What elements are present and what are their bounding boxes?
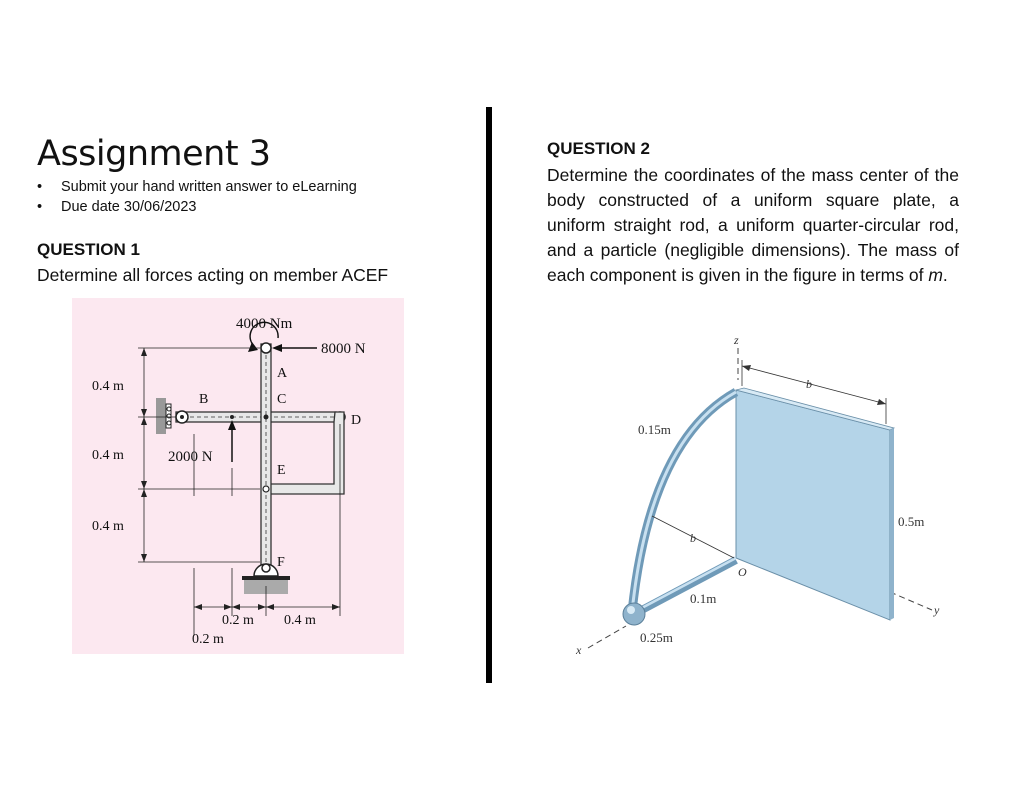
dim-label: 0.2 m [222, 613, 254, 628]
dim-label: 0.4 m [92, 448, 124, 463]
force-b-label: 2000 N [168, 449, 213, 465]
question2-text-main: Determine the coordinates of the mass center of the body constructed of a uniform square plate, a uniform straight rod, a uniform quarter-circular rod, and a particle (negligible dimensions). The mass of each component is given in the figure in terms of [547, 165, 959, 285]
point-d-label: D [351, 413, 362, 428]
question2-figure [560, 330, 980, 660]
mass-rod-label: 0.1m [690, 591, 717, 606]
mass-particle-label: 0.25m [640, 630, 673, 645]
question2-text-m: m [928, 265, 943, 285]
dim-b-top-label: b [806, 377, 812, 391]
moment-label: 4000 Nm [236, 316, 293, 332]
mass-plate-label: 0.5m [898, 514, 925, 529]
point-f-label: F [277, 555, 285, 570]
question2-text [547, 163, 959, 288]
point-e-label: E [277, 463, 286, 478]
instruction-item: • Due date 30/06/2023 [37, 197, 357, 217]
instruction-list [37, 177, 357, 217]
ground-support [242, 576, 290, 580]
instruction-item: • Submit your hand written answer to eLearning [37, 177, 357, 197]
dim-b-radius-label: b [690, 531, 696, 545]
force-top-label: 8000 N [321, 341, 366, 357]
particle [623, 603, 645, 625]
axis-z-label: z [734, 333, 739, 347]
point-c-label: C [277, 392, 287, 407]
dim-label: 0.2 m [192, 632, 224, 647]
assignment-title: Assignment 3 [37, 134, 271, 174]
x-axis [588, 626, 626, 648]
y-axis [890, 592, 932, 610]
question2-heading: QUESTION 2 [547, 139, 650, 158]
question1-text: Determine all forces acting on member ACEF [37, 265, 389, 285]
dim-label: 0.4 m [92, 519, 124, 534]
question2-text-end: . [942, 265, 948, 285]
point-a-label: A [277, 366, 288, 381]
axis-x-label: x [576, 643, 582, 657]
column-divider [486, 107, 492, 683]
straight-rod [638, 560, 736, 612]
question1-figure [72, 298, 404, 654]
wall-support [156, 398, 166, 434]
square-plate [736, 390, 890, 620]
question1-heading: QUESTION 1 [37, 240, 140, 259]
dim-label: 0.4 m [284, 613, 316, 628]
point-b-label: B [199, 392, 209, 407]
axis-y-label: y [934, 603, 940, 617]
dim-label: 0.4 m [92, 379, 124, 394]
mass-arc-label: 0.15m [638, 422, 671, 437]
origin-label: O [738, 565, 747, 579]
